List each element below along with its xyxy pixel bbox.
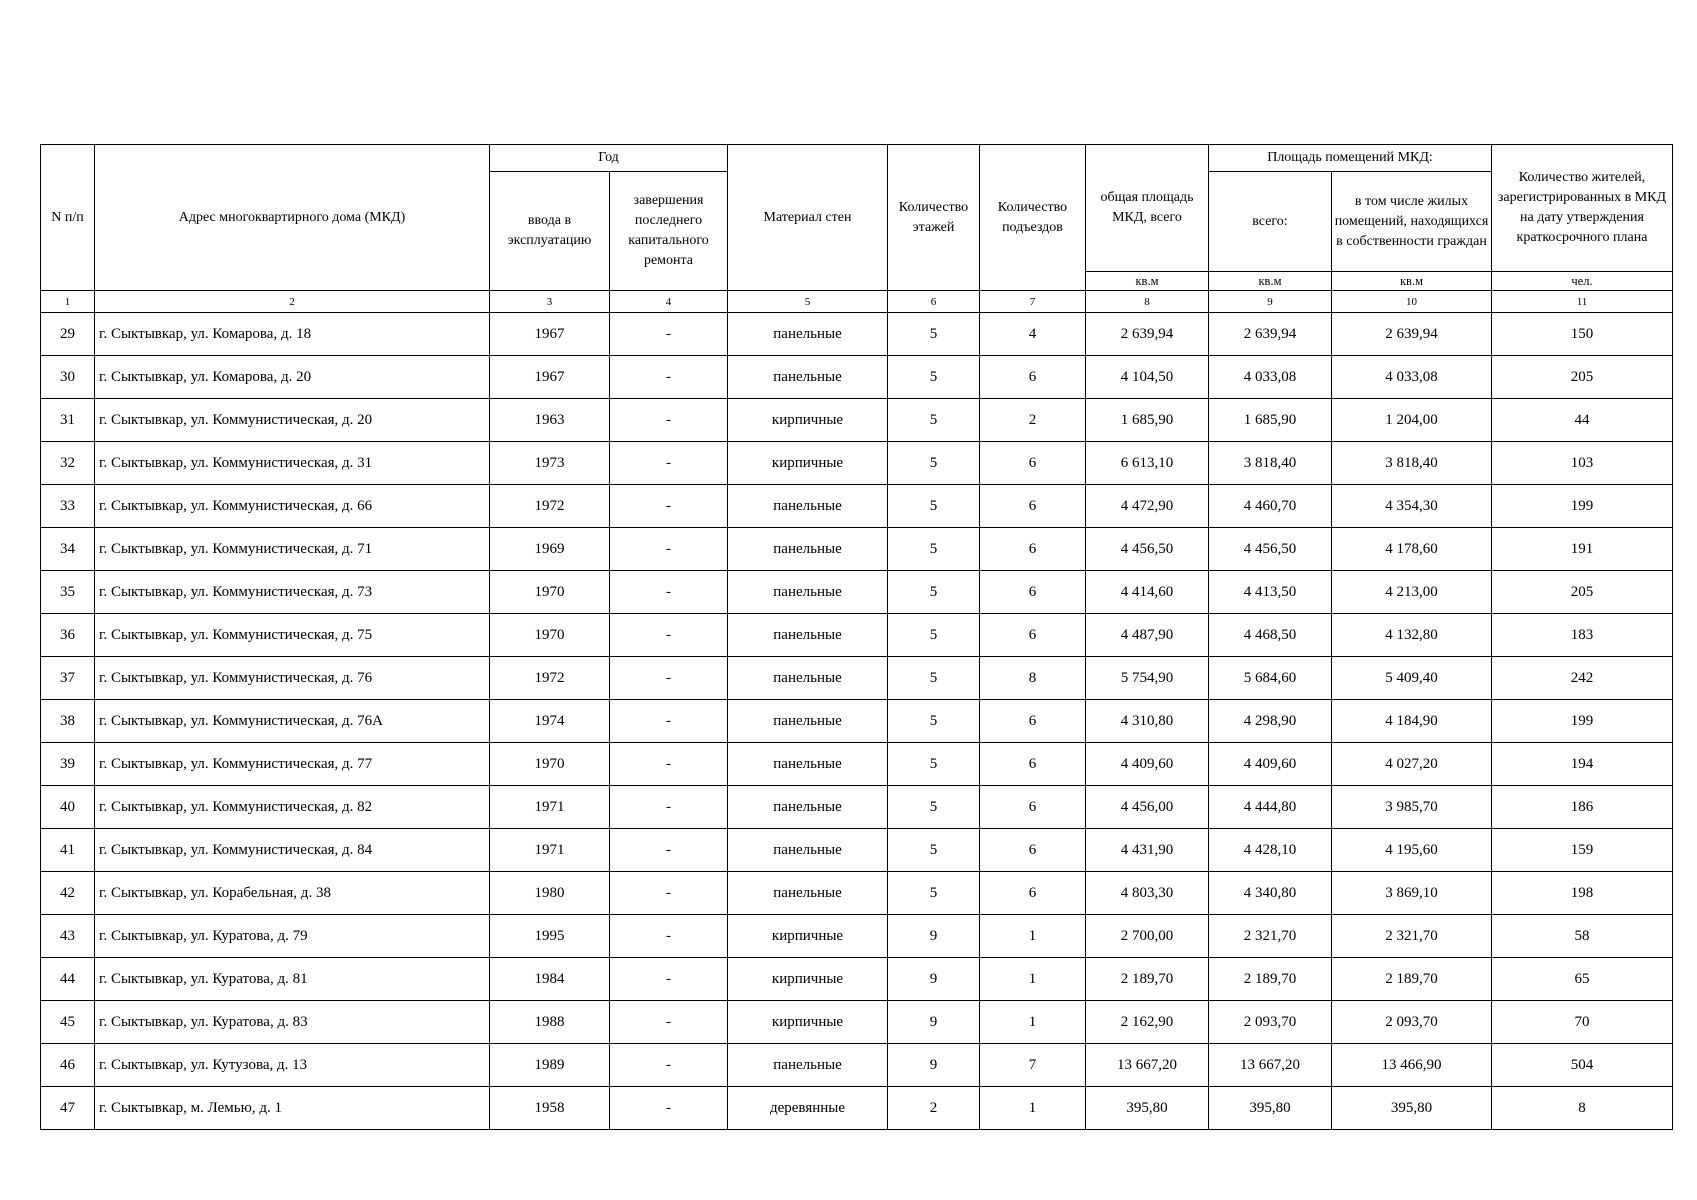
cell-wall-material: кирпичные <box>728 1001 888 1044</box>
cell-total-area: 4 310,80 <box>1086 700 1209 743</box>
table-header <box>41 145 1673 313</box>
cell-address: г. Сыктывкар, ул. Корабельная, д. 38 <box>95 872 490 915</box>
header-premises-total: всего: <box>1209 172 1332 272</box>
cell-entrances: 6 <box>980 485 1086 528</box>
cell-entrances: 6 <box>980 872 1086 915</box>
cell-residents: 205 <box>1492 571 1673 614</box>
table-row <box>41 614 1673 657</box>
cell-num: 39 <box>41 743 95 786</box>
cell-floors: 5 <box>888 657 980 700</box>
cell-premises-total: 13 667,20 <box>1209 1044 1332 1087</box>
cell-premises-total: 2 321,70 <box>1209 915 1332 958</box>
cell-residents: 70 <box>1492 1001 1673 1044</box>
cell-residents: 65 <box>1492 958 1673 1001</box>
cell-wall-material: панельные <box>728 786 888 829</box>
cell-total-area: 5 754,90 <box>1086 657 1209 700</box>
cell-year-repair: - <box>610 528 728 571</box>
cell-residents: 198 <box>1492 872 1673 915</box>
cell-floors: 5 <box>888 700 980 743</box>
cell-premises-total: 4 033,08 <box>1209 356 1332 399</box>
cell-year-commission: 1984 <box>490 958 610 1001</box>
header-year: Год <box>490 145 728 172</box>
cell-wall-material: кирпичные <box>728 399 888 442</box>
cell-total-area: 395,80 <box>1086 1087 1209 1130</box>
cell-floors: 5 <box>888 313 980 356</box>
cell-year-commission: 1973 <box>490 442 610 485</box>
cell-entrances: 7 <box>980 1044 1086 1087</box>
table-row <box>41 528 1673 571</box>
cell-premises-total: 4 444,80 <box>1209 786 1332 829</box>
cell-address: г. Сыктывкар, ул. Коммунистическая, д. 77 <box>95 743 490 786</box>
cell-num: 38 <box>41 700 95 743</box>
cell-total-area: 2 639,94 <box>1086 313 1209 356</box>
cell-year-commission: 1989 <box>490 1044 610 1087</box>
cell-year-commission: 1988 <box>490 1001 610 1044</box>
cell-premises-residential: 395,80 <box>1332 1087 1492 1130</box>
table-row <box>41 829 1673 872</box>
cell-entrances: 1 <box>980 958 1086 1001</box>
table-row <box>41 915 1673 958</box>
cell-premises-residential: 4 184,90 <box>1332 700 1492 743</box>
cell-year-repair: - <box>610 958 728 1001</box>
cell-year-repair: - <box>610 786 728 829</box>
cell-wall-material: панельные <box>728 829 888 872</box>
cell-year-commission: 1974 <box>490 700 610 743</box>
cell-year-commission: 1995 <box>490 915 610 958</box>
cell-premises-residential: 4 213,00 <box>1332 571 1492 614</box>
cell-residents: 504 <box>1492 1044 1673 1087</box>
cell-year-repair: - <box>610 1044 728 1087</box>
cell-total-area: 6 613,10 <box>1086 442 1209 485</box>
cell-residents: 205 <box>1492 356 1673 399</box>
header-premises-residential: в том числе жилых помещений, находящихся в собственности граждан <box>1332 172 1492 272</box>
cell-premises-total: 4 460,70 <box>1209 485 1332 528</box>
cell-year-repair: - <box>610 399 728 442</box>
col-number: 5 <box>728 291 888 313</box>
col-number: 6 <box>888 291 980 313</box>
housing-table <box>40 144 1673 1130</box>
cell-num: 31 <box>41 399 95 442</box>
cell-premises-total: 4 456,50 <box>1209 528 1332 571</box>
cell-floors: 9 <box>888 1044 980 1087</box>
cell-residents: 199 <box>1492 700 1673 743</box>
cell-num: 32 <box>41 442 95 485</box>
cell-year-repair: - <box>610 915 728 958</box>
cell-floors: 5 <box>888 528 980 571</box>
cell-total-area: 4 414,60 <box>1086 571 1209 614</box>
table-row <box>41 1044 1673 1087</box>
header-entrances: Количество подъездов <box>980 145 1086 291</box>
cell-year-repair: - <box>610 743 728 786</box>
cell-premises-total: 5 684,60 <box>1209 657 1332 700</box>
cell-num: 36 <box>41 614 95 657</box>
cell-num: 43 <box>41 915 95 958</box>
cell-wall-material: панельные <box>728 872 888 915</box>
col-number: 2 <box>95 291 490 313</box>
cell-premises-total: 4 413,50 <box>1209 571 1332 614</box>
cell-floors: 5 <box>888 485 980 528</box>
cell-entrances: 2 <box>980 399 1086 442</box>
cell-year-repair: - <box>610 1087 728 1130</box>
col-number: 7 <box>980 291 1086 313</box>
cell-residents: 159 <box>1492 829 1673 872</box>
cell-premises-residential: 4 195,60 <box>1332 829 1492 872</box>
cell-year-repair: - <box>610 700 728 743</box>
cell-wall-material: кирпичные <box>728 442 888 485</box>
cell-year-repair: - <box>610 614 728 657</box>
table-row <box>41 872 1673 915</box>
cell-entrances: 6 <box>980 614 1086 657</box>
cell-num: 46 <box>41 1044 95 1087</box>
cell-address: г. Сыктывкар, ул. Куратова, д. 81 <box>95 958 490 1001</box>
cell-entrances: 6 <box>980 442 1086 485</box>
cell-premises-total: 4 428,10 <box>1209 829 1332 872</box>
cell-num: 42 <box>41 872 95 915</box>
cell-wall-material: кирпичные <box>728 915 888 958</box>
table-row <box>41 313 1673 356</box>
cell-entrances: 6 <box>980 743 1086 786</box>
cell-wall-material: панельные <box>728 657 888 700</box>
cell-residents: 8 <box>1492 1087 1673 1130</box>
cell-residents: 194 <box>1492 743 1673 786</box>
cell-year-commission: 1967 <box>490 356 610 399</box>
cell-floors: 5 <box>888 356 980 399</box>
cell-residents: 186 <box>1492 786 1673 829</box>
col-number: 4 <box>610 291 728 313</box>
unit-premises-total: кв.м <box>1209 272 1332 291</box>
cell-residents: 199 <box>1492 485 1673 528</box>
cell-entrances: 4 <box>980 313 1086 356</box>
cell-address: г. Сыктывкар, ул. Куратова, д. 83 <box>95 1001 490 1044</box>
cell-wall-material: панельные <box>728 528 888 571</box>
col-number: 1 <box>41 291 95 313</box>
unit-total-area: кв.м <box>1086 272 1209 291</box>
cell-total-area: 4 472,90 <box>1086 485 1209 528</box>
header-residents: Количество жителей, зарегистрированных в МКД на дату утверждения краткосрочного плана <box>1492 145 1673 272</box>
cell-residents: 44 <box>1492 399 1673 442</box>
cell-year-commission: 1967 <box>490 313 610 356</box>
table-row <box>41 700 1673 743</box>
cell-address: г. Сыктывкар, ул. Коммунистическая, д. 82 <box>95 786 490 829</box>
cell-premises-total: 2 189,70 <box>1209 958 1332 1001</box>
cell-entrances: 1 <box>980 1087 1086 1130</box>
col-number: 11 <box>1492 291 1673 313</box>
cell-premises-residential: 2 093,70 <box>1332 1001 1492 1044</box>
cell-num: 47 <box>41 1087 95 1130</box>
cell-premises-residential: 5 409,40 <box>1332 657 1492 700</box>
cell-premises-residential: 4 178,60 <box>1332 528 1492 571</box>
cell-total-area: 4 487,90 <box>1086 614 1209 657</box>
cell-year-commission: 1958 <box>490 1087 610 1130</box>
table-row <box>41 786 1673 829</box>
cell-address: г. Сыктывкар, ул. Комарова, д. 20 <box>95 356 490 399</box>
cell-wall-material: панельные <box>728 571 888 614</box>
cell-year-repair: - <box>610 356 728 399</box>
cell-floors: 5 <box>888 614 980 657</box>
cell-address: г. Сыктывкар, ул. Коммунистическая, д. 75 <box>95 614 490 657</box>
cell-floors: 5 <box>888 442 980 485</box>
cell-year-repair: - <box>610 829 728 872</box>
cell-floors: 9 <box>888 1001 980 1044</box>
table-row <box>41 657 1673 700</box>
cell-premises-total: 2 093,70 <box>1209 1001 1332 1044</box>
cell-floors: 5 <box>888 399 980 442</box>
cell-premises-residential: 4 132,80 <box>1332 614 1492 657</box>
cell-year-repair: - <box>610 657 728 700</box>
cell-address: г. Сыктывкар, ул. Комарова, д. 18 <box>95 313 490 356</box>
cell-floors: 9 <box>888 915 980 958</box>
cell-entrances: 1 <box>980 915 1086 958</box>
cell-year-commission: 1980 <box>490 872 610 915</box>
cell-year-commission: 1963 <box>490 399 610 442</box>
cell-year-repair: - <box>610 872 728 915</box>
cell-premises-total: 4 340,80 <box>1209 872 1332 915</box>
cell-total-area: 4 431,90 <box>1086 829 1209 872</box>
table-row <box>41 399 1673 442</box>
cell-year-repair: - <box>610 1001 728 1044</box>
cell-residents: 183 <box>1492 614 1673 657</box>
cell-year-repair: - <box>610 442 728 485</box>
cell-year-repair: - <box>610 313 728 356</box>
cell-num: 41 <box>41 829 95 872</box>
cell-premises-total: 1 685,90 <box>1209 399 1332 442</box>
cell-num: 35 <box>41 571 95 614</box>
cell-floors: 5 <box>888 743 980 786</box>
table-row <box>41 571 1673 614</box>
cell-wall-material: панельные <box>728 1044 888 1087</box>
cell-address: г. Сыктывкар, м. Лемью, д. 1 <box>95 1087 490 1130</box>
cell-wall-material: панельные <box>728 700 888 743</box>
header-wall-material: Материал стен <box>728 145 888 291</box>
cell-premises-total: 395,80 <box>1209 1087 1332 1130</box>
cell-wall-material: кирпичные <box>728 958 888 1001</box>
header-year-commission: ввода в эксплуатацию <box>490 172 610 291</box>
cell-premises-residential: 4 027,20 <box>1332 743 1492 786</box>
cell-entrances: 6 <box>980 356 1086 399</box>
cell-wall-material: панельные <box>728 313 888 356</box>
cell-premises-residential: 3 818,40 <box>1332 442 1492 485</box>
cell-residents: 150 <box>1492 313 1673 356</box>
cell-address: г. Сыктывкар, ул. Коммунистическая, д. 76 <box>95 657 490 700</box>
table-body <box>41 313 1673 1130</box>
table-row <box>41 356 1673 399</box>
cell-year-commission: 1970 <box>490 614 610 657</box>
unit-premises-residential: кв.м <box>1332 272 1492 291</box>
cell-year-commission: 1970 <box>490 571 610 614</box>
cell-num: 37 <box>41 657 95 700</box>
cell-total-area: 4 456,00 <box>1086 786 1209 829</box>
cell-premises-residential: 3 985,70 <box>1332 786 1492 829</box>
cell-premises-residential: 2 321,70 <box>1332 915 1492 958</box>
cell-floors: 5 <box>888 786 980 829</box>
cell-year-commission: 1971 <box>490 786 610 829</box>
cell-year-commission: 1972 <box>490 657 610 700</box>
header-address: Адрес многоквартирного дома (МКД) <box>95 145 490 291</box>
cell-address: г. Сыктывкар, ул. Куратова, д. 79 <box>95 915 490 958</box>
col-number: 8 <box>1086 291 1209 313</box>
unit-residents: чел. <box>1492 272 1673 291</box>
cell-num: 34 <box>41 528 95 571</box>
cell-premises-residential: 4 354,30 <box>1332 485 1492 528</box>
column-number-row <box>41 291 1673 313</box>
cell-wall-material: деревянные <box>728 1087 888 1130</box>
cell-entrances: 6 <box>980 528 1086 571</box>
header-year-repair: завершения последнего капитального ремонта <box>610 172 728 291</box>
cell-address: г. Сыктывкар, ул. Кутузова, д. 13 <box>95 1044 490 1087</box>
cell-floors: 9 <box>888 958 980 1001</box>
cell-premises-total: 2 639,94 <box>1209 313 1332 356</box>
cell-floors: 5 <box>888 872 980 915</box>
cell-premises-residential: 3 869,10 <box>1332 872 1492 915</box>
cell-year-commission: 1970 <box>490 743 610 786</box>
cell-premises-residential: 2 189,70 <box>1332 958 1492 1001</box>
cell-residents: 103 <box>1492 442 1673 485</box>
cell-wall-material: панельные <box>728 356 888 399</box>
cell-floors: 5 <box>888 571 980 614</box>
cell-entrances: 8 <box>980 657 1086 700</box>
col-number: 9 <box>1209 291 1332 313</box>
cell-year-commission: 1969 <box>490 528 610 571</box>
cell-total-area: 2 189,70 <box>1086 958 1209 1001</box>
cell-year-repair: - <box>610 485 728 528</box>
cell-year-commission: 1972 <box>490 485 610 528</box>
cell-residents: 58 <box>1492 915 1673 958</box>
table-row <box>41 442 1673 485</box>
cell-num: 30 <box>41 356 95 399</box>
cell-total-area: 4 803,30 <box>1086 872 1209 915</box>
cell-entrances: 6 <box>980 571 1086 614</box>
header-premises-area: Площадь помещений МКД: <box>1209 145 1492 172</box>
cell-address: г. Сыктывкар, ул. Коммунистическая, д. 84 <box>95 829 490 872</box>
col-number: 3 <box>490 291 610 313</box>
cell-total-area: 1 685,90 <box>1086 399 1209 442</box>
cell-num: 33 <box>41 485 95 528</box>
cell-entrances: 6 <box>980 786 1086 829</box>
cell-total-area: 13 667,20 <box>1086 1044 1209 1087</box>
cell-total-area: 4 409,60 <box>1086 743 1209 786</box>
cell-entrances: 6 <box>980 700 1086 743</box>
table-row <box>41 1001 1673 1044</box>
table-row <box>41 1087 1673 1130</box>
cell-num: 45 <box>41 1001 95 1044</box>
table-row <box>41 958 1673 1001</box>
cell-premises-residential: 13 466,90 <box>1332 1044 1492 1087</box>
cell-address: г. Сыктывкар, ул. Коммунистическая, д. 71 <box>95 528 490 571</box>
table-row <box>41 485 1673 528</box>
cell-total-area: 4 104,50 <box>1086 356 1209 399</box>
cell-num: 44 <box>41 958 95 1001</box>
cell-address: г. Сыктывкар, ул. Коммунистическая, д. 20 <box>95 399 490 442</box>
table-row <box>41 743 1673 786</box>
cell-wall-material: панельные <box>728 614 888 657</box>
cell-address: г. Сыктывкар, ул. Коммунистическая, д. 66 <box>95 485 490 528</box>
cell-total-area: 2 700,00 <box>1086 915 1209 958</box>
col-number: 10 <box>1332 291 1492 313</box>
cell-premises-total: 4 409,60 <box>1209 743 1332 786</box>
cell-residents: 242 <box>1492 657 1673 700</box>
cell-floors: 2 <box>888 1087 980 1130</box>
cell-wall-material: панельные <box>728 743 888 786</box>
header-total-area: общая площадь МКД, всего <box>1086 145 1209 272</box>
cell-wall-material: панельные <box>728 485 888 528</box>
cell-premises-residential: 4 033,08 <box>1332 356 1492 399</box>
cell-premises-residential: 1 204,00 <box>1332 399 1492 442</box>
cell-address: г. Сыктывкар, ул. Коммунистическая, д. 73 <box>95 571 490 614</box>
cell-address: г. Сыктывкар, ул. Коммунистическая, д. 76А <box>95 700 490 743</box>
cell-address: г. Сыктывкар, ул. Коммунистическая, д. 31 <box>95 442 490 485</box>
cell-num: 29 <box>41 313 95 356</box>
cell-entrances: 1 <box>980 1001 1086 1044</box>
cell-premises-total: 4 298,90 <box>1209 700 1332 743</box>
cell-premises-residential: 2 639,94 <box>1332 313 1492 356</box>
cell-premises-total: 3 818,40 <box>1209 442 1332 485</box>
cell-entrances: 6 <box>980 829 1086 872</box>
header-floors: Количество этажей <box>888 145 980 291</box>
cell-year-repair: - <box>610 571 728 614</box>
cell-num: 40 <box>41 786 95 829</box>
cell-floors: 5 <box>888 829 980 872</box>
header-num: N п/п <box>41 145 95 291</box>
cell-residents: 191 <box>1492 528 1673 571</box>
cell-total-area: 4 456,50 <box>1086 528 1209 571</box>
cell-total-area: 2 162,90 <box>1086 1001 1209 1044</box>
cell-year-commission: 1971 <box>490 829 610 872</box>
cell-premises-total: 4 468,50 <box>1209 614 1332 657</box>
